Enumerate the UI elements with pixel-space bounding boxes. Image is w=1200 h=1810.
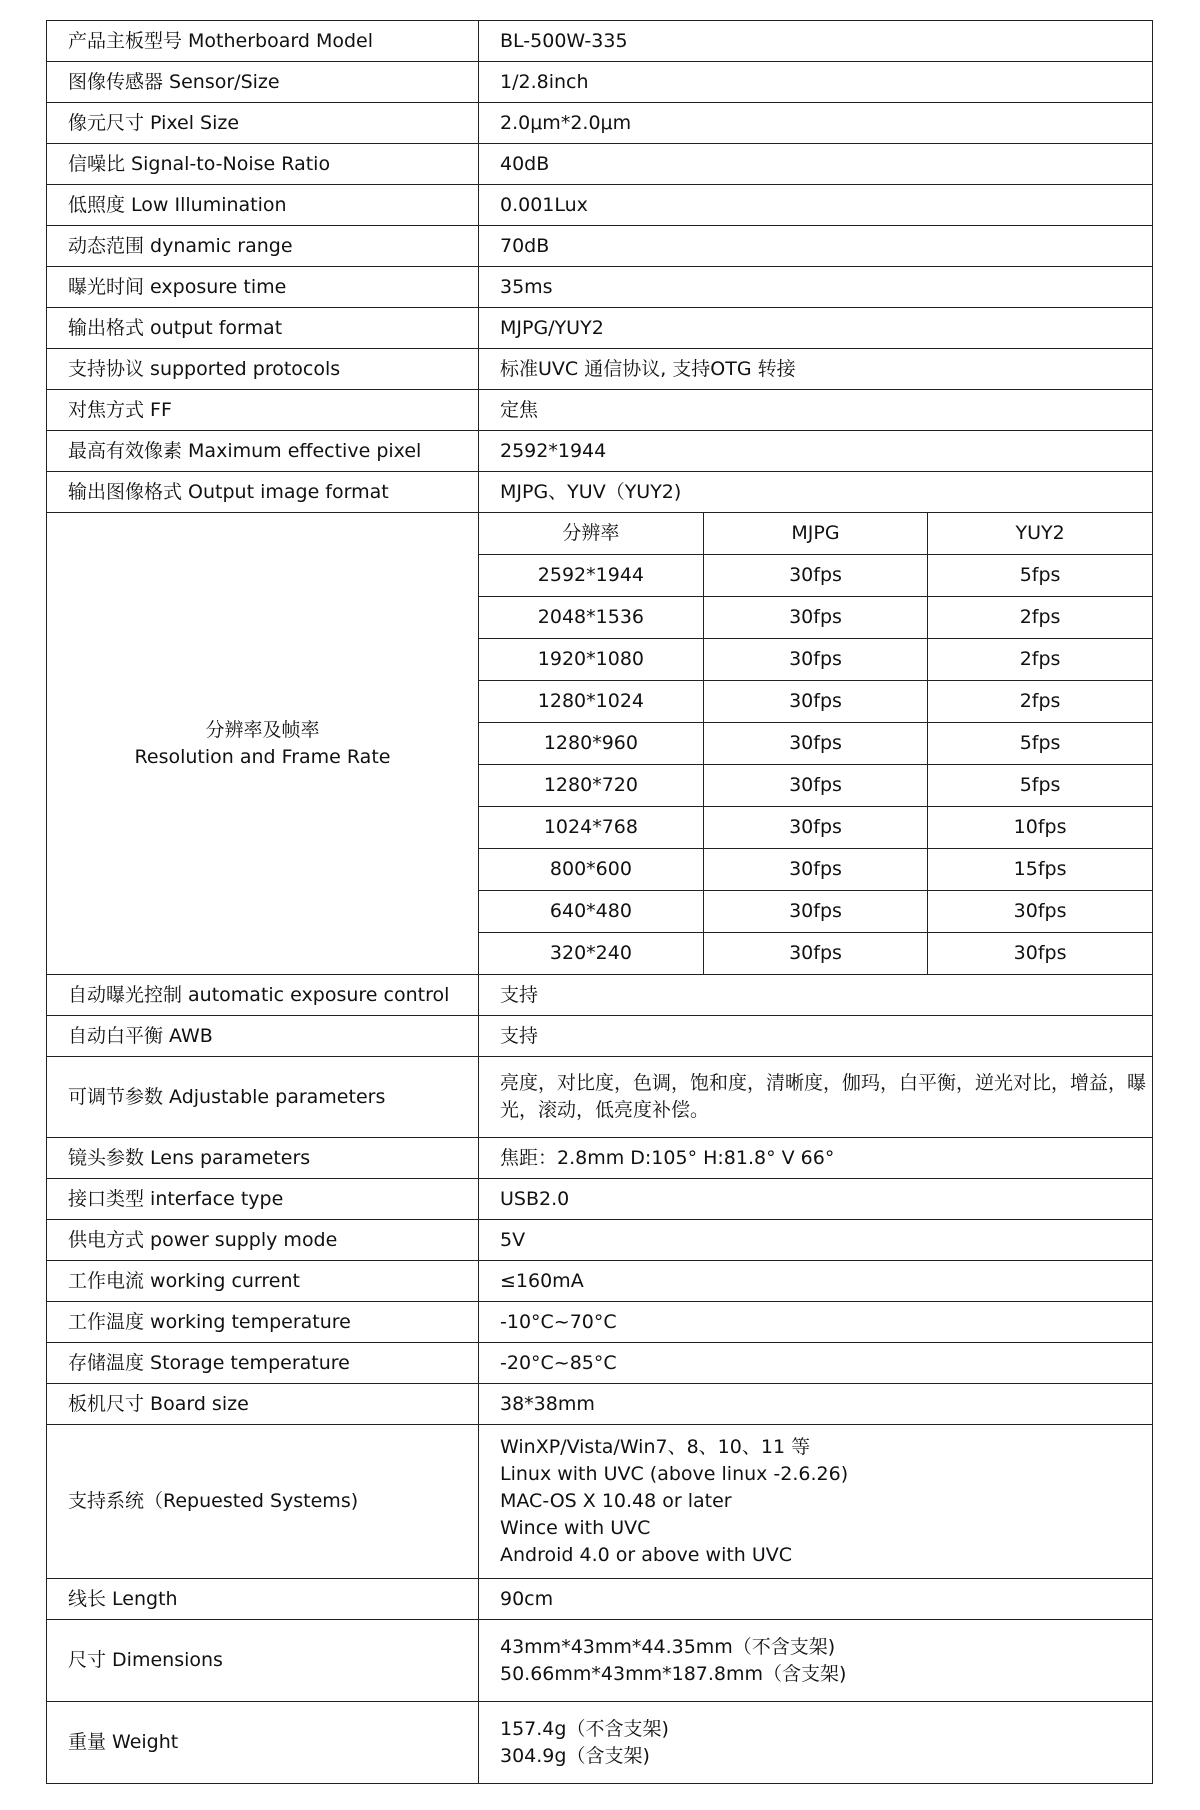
system-item: Linux with UVC (above linux -2.6.26) bbox=[500, 1463, 849, 1485]
yuy2-fps-cell: 2fps bbox=[928, 639, 1152, 681]
spec-label: 图像传感器 Sensor/Size bbox=[47, 62, 479, 103]
spec-row-pixel-size bbox=[47, 103, 1153, 144]
spec-label: 对焦方式 FF bbox=[47, 390, 479, 431]
spec-label: 尺寸 Dimensions bbox=[47, 1620, 479, 1702]
spec-value: 支持 bbox=[479, 975, 1153, 1016]
resolution-header-resolution: 分辨率 bbox=[479, 513, 703, 555]
table-row bbox=[479, 597, 1152, 639]
system-item: Android 4.0 or above with UVC bbox=[500, 1544, 793, 1566]
spec-label: 供电方式 power supply mode bbox=[47, 1220, 479, 1261]
spec-label: 像元尺寸 Pixel Size bbox=[47, 103, 479, 144]
spec-value: 40dB bbox=[479, 144, 1153, 185]
spec-row-interface-type bbox=[47, 1179, 1153, 1220]
spec-row-awb bbox=[47, 1016, 1153, 1057]
system-item: MAC-OS X 10.48 or later bbox=[500, 1490, 732, 1512]
spec-row-motherboard-model bbox=[47, 21, 1153, 62]
mjpg-fps-cell: 30fps bbox=[703, 639, 927, 681]
mjpg-fps-cell: 30fps bbox=[703, 807, 927, 849]
spec-label: 自动白平衡 AWB bbox=[47, 1016, 479, 1057]
spec-label: 输出图像格式 Output image format bbox=[47, 472, 479, 513]
spec-value: BL-500W-335 bbox=[479, 21, 1153, 62]
resolution-label-cn: 分辨率及帧率 bbox=[205, 718, 320, 741]
spec-value: 标准UVC 通信协议, 支持OTG 转接 bbox=[479, 349, 1153, 390]
spec-row-board-size bbox=[47, 1384, 1153, 1425]
yuy2-fps-cell: 2fps bbox=[928, 597, 1152, 639]
spec-value: 5V bbox=[479, 1220, 1153, 1261]
spec-label: 镜头参数 Lens parameters bbox=[47, 1138, 479, 1179]
spec-row-resolution-frame-rate bbox=[47, 513, 1153, 975]
spec-label: 曝光时间 exposure time bbox=[47, 267, 479, 308]
spec-value: 焦距：2.8mm D:105° H:81.8° V 66° bbox=[479, 1138, 1153, 1179]
spec-label: 自动曝光控制 automatic exposure control bbox=[47, 975, 479, 1016]
spec-row-adjustable-parameters bbox=[47, 1057, 1153, 1138]
resolution-header-mjpg: MJPG bbox=[703, 513, 927, 555]
spec-value: 2.0μm*2.0μm bbox=[479, 103, 1153, 144]
yuy2-fps-cell: 5fps bbox=[928, 765, 1152, 807]
spec-row-output-format bbox=[47, 308, 1153, 349]
spec-row-working-current bbox=[47, 1261, 1153, 1302]
resolution-table-cell bbox=[479, 513, 1153, 975]
table-row bbox=[479, 765, 1152, 807]
spec-value: 支持 bbox=[479, 1016, 1153, 1057]
spec-value: ≤160mA bbox=[479, 1261, 1153, 1302]
spec-row-lens-parameters bbox=[47, 1138, 1153, 1179]
mjpg-fps-cell: 30fps bbox=[703, 933, 927, 975]
spec-label: 信噪比 Signal-to-Noise Ratio bbox=[47, 144, 479, 185]
spec-row-weight bbox=[47, 1702, 1153, 1784]
table-row bbox=[479, 681, 1152, 723]
table-row bbox=[479, 723, 1152, 765]
spec-label: 输出格式 output format bbox=[47, 308, 479, 349]
resolution-header-yuy2: YUY2 bbox=[928, 513, 1152, 555]
mjpg-fps-cell: 30fps bbox=[703, 849, 927, 891]
resolution-table bbox=[479, 513, 1152, 974]
spec-label: 接口类型 interface type bbox=[47, 1179, 479, 1220]
spec-label: 存储温度 Storage temperature bbox=[47, 1343, 479, 1384]
weight-item: 157.4g（不含支架) bbox=[500, 1717, 669, 1740]
spec-value: MJPG、YUV（YUY2) bbox=[479, 472, 1153, 513]
resolution-cell: 1280*960 bbox=[479, 723, 703, 765]
spec-label: 最高有效像素 Maximum effective pixel bbox=[47, 431, 479, 472]
yuy2-fps-cell: 5fps bbox=[928, 723, 1152, 765]
table-row bbox=[479, 639, 1152, 681]
spec-value: -20°C~85°C bbox=[479, 1343, 1153, 1384]
spec-value: 35ms bbox=[479, 267, 1153, 308]
yuy2-fps-cell: 2fps bbox=[928, 681, 1152, 723]
spec-label: 低照度 Low Illumination bbox=[47, 185, 479, 226]
spec-value: 1/2.8inch bbox=[479, 62, 1153, 103]
spec-row-dynamic-range bbox=[47, 226, 1153, 267]
spec-value: MJPG/YUY2 bbox=[479, 308, 1153, 349]
spec-label: 工作温度 working temperature bbox=[47, 1302, 479, 1343]
spec-row-supported-systems bbox=[47, 1425, 1153, 1579]
spec-row-max-effective-pixel bbox=[47, 431, 1153, 472]
spec-row-working-temperature bbox=[47, 1302, 1153, 1343]
table-row bbox=[479, 555, 1152, 597]
spec-label: 支持协议 supported protocols bbox=[47, 349, 479, 390]
spec-label: 产品主板型号 Motherboard Model bbox=[47, 21, 479, 62]
table-row bbox=[479, 933, 1152, 975]
spec-value-list bbox=[479, 1620, 1153, 1702]
mjpg-fps-cell: 30fps bbox=[703, 765, 927, 807]
mjpg-fps-cell: 30fps bbox=[703, 597, 927, 639]
spec-row-storage-temperature bbox=[47, 1343, 1153, 1384]
resolution-cell: 800*600 bbox=[479, 849, 703, 891]
spec-value: 0.001Lux bbox=[479, 185, 1153, 226]
spec-value: 2592*1944 bbox=[479, 431, 1153, 472]
spec-value: 70dB bbox=[479, 226, 1153, 267]
spec-label: 板机尺寸 Board size bbox=[47, 1384, 479, 1425]
mjpg-fps-cell: 30fps bbox=[703, 723, 927, 765]
mjpg-fps-cell: 30fps bbox=[703, 891, 927, 933]
spec-row-dimensions bbox=[47, 1620, 1153, 1702]
spec-row-length bbox=[47, 1579, 1153, 1620]
spec-label: 线长 Length bbox=[47, 1579, 479, 1620]
resolution-cell: 1024*768 bbox=[479, 807, 703, 849]
dimension-item: 50.66mm*43mm*187.8mm（含支架) bbox=[500, 1662, 847, 1685]
dimension-item: 43mm*43mm*44.35mm（不含支架) bbox=[500, 1635, 836, 1658]
spec-label: 重量 Weight bbox=[47, 1702, 479, 1784]
spec-row-output-image-format bbox=[47, 472, 1153, 513]
yuy2-fps-cell: 5fps bbox=[928, 555, 1152, 597]
yuy2-fps-cell: 30fps bbox=[928, 933, 1152, 975]
spec-value: -10°C~70°C bbox=[479, 1302, 1153, 1343]
resolution-cell: 1280*720 bbox=[479, 765, 703, 807]
table-row bbox=[479, 849, 1152, 891]
resolution-cell: 1920*1080 bbox=[479, 639, 703, 681]
spec-row-power-supply bbox=[47, 1220, 1153, 1261]
resolution-cell: 320*240 bbox=[479, 933, 703, 975]
spec-row-focus-mode bbox=[47, 390, 1153, 431]
spec-value: 亮度，对比度，色调，饱和度，清晰度，伽玛，白平衡，逆光对比，增益，曝光，滚动，低亮度补偿。 bbox=[479, 1057, 1153, 1138]
spec-value: USB2.0 bbox=[479, 1179, 1153, 1220]
yuy2-fps-cell: 10fps bbox=[928, 807, 1152, 849]
system-item: WinXP/Vista/Win7、8、10、11 等 bbox=[500, 1436, 811, 1458]
spec-label: 可调节参数 Adjustable parameters bbox=[47, 1057, 479, 1138]
resolution-label-en: Resolution and Frame Rate bbox=[134, 745, 391, 768]
resolution-cell: 640*480 bbox=[479, 891, 703, 933]
weight-item: 304.9g（含支架) bbox=[500, 1744, 650, 1767]
table-row bbox=[479, 891, 1152, 933]
resolution-header-row bbox=[479, 513, 1152, 555]
spec-row-supported-protocols bbox=[47, 349, 1153, 390]
spec-row-auto-exposure bbox=[47, 975, 1153, 1016]
resolution-cell: 2048*1536 bbox=[479, 597, 703, 639]
spec-table bbox=[46, 20, 1153, 1784]
table-row bbox=[479, 807, 1152, 849]
spec-label: 工作电流 working current bbox=[47, 1261, 479, 1302]
spec-value: 90cm bbox=[479, 1579, 1153, 1620]
yuy2-fps-cell: 15fps bbox=[928, 849, 1152, 891]
spec-value-list bbox=[479, 1702, 1153, 1784]
yuy2-fps-cell: 30fps bbox=[928, 891, 1152, 933]
resolution-cell: 2592*1944 bbox=[479, 555, 703, 597]
spec-value: 定焦 bbox=[479, 390, 1153, 431]
resolution-cell: 1280*1024 bbox=[479, 681, 703, 723]
mjpg-fps-cell: 30fps bbox=[703, 681, 927, 723]
spec-row-exposure-time bbox=[47, 267, 1153, 308]
spec-row-low-illumination bbox=[47, 185, 1153, 226]
system-item: Wince with UVC bbox=[500, 1517, 651, 1539]
spec-label: 动态范围 dynamic range bbox=[47, 226, 479, 267]
spec-label: 支持系统（Repuested Systems) bbox=[47, 1425, 479, 1579]
resolution-label bbox=[47, 513, 479, 975]
spec-row-sensor-size bbox=[47, 62, 1153, 103]
spec-value-list bbox=[479, 1425, 1153, 1579]
spec-value: 38*38mm bbox=[479, 1384, 1153, 1425]
mjpg-fps-cell: 30fps bbox=[703, 555, 927, 597]
spec-row-snr bbox=[47, 144, 1153, 185]
